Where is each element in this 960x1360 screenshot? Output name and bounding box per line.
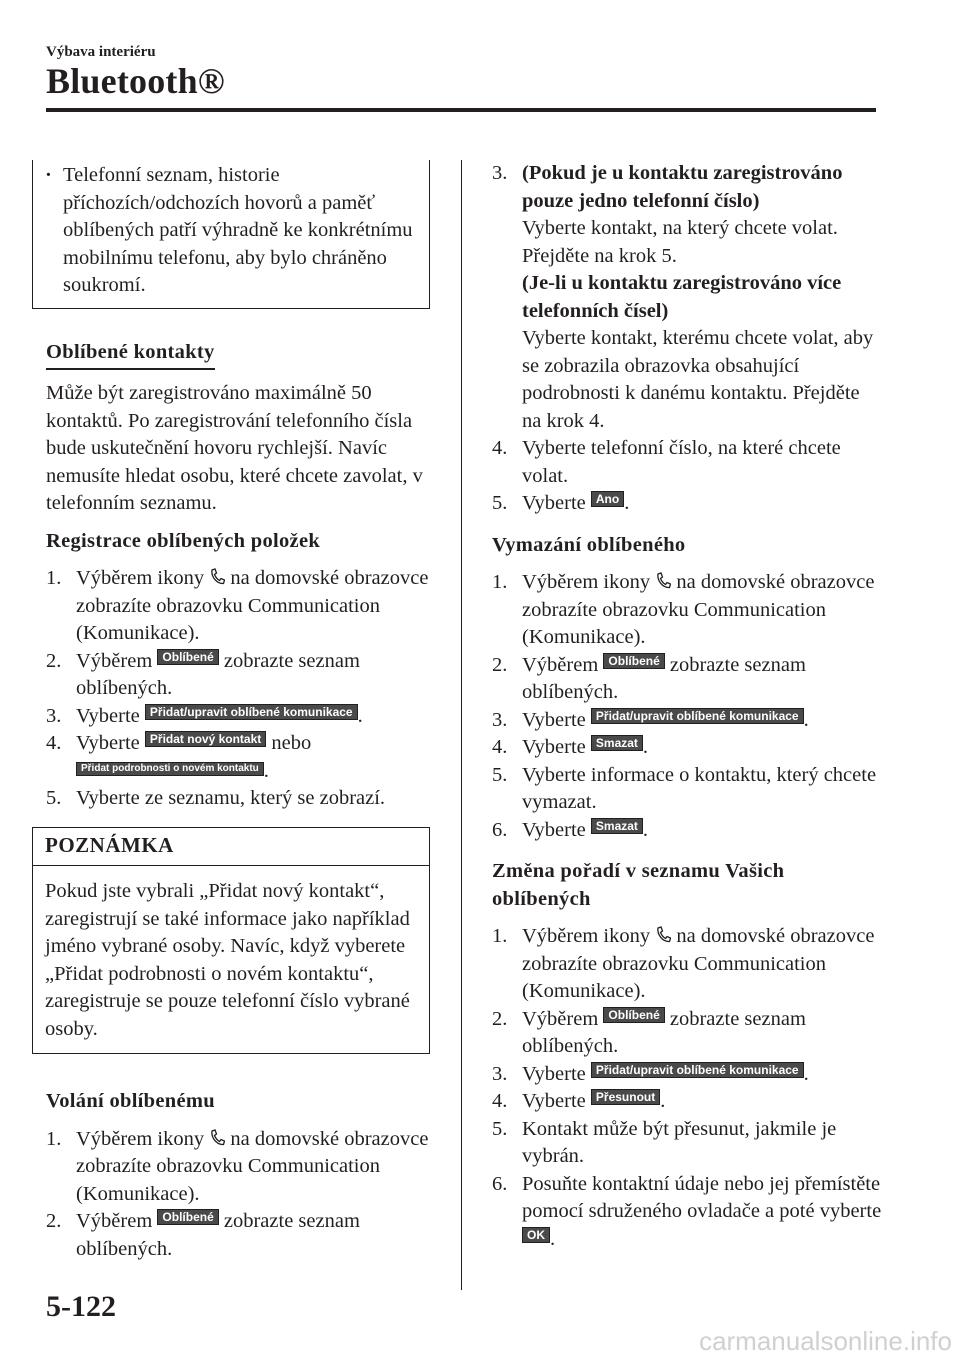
- note-text: Pokud jste vybrali „Přidat nový kontakt“, zaregistrují se také informace jako například jméno vybrané osoby. Navíc, když vyberete „Přidat podrobnosti o novém kontaktu“, zaregistruje se pouze telefonní číslo vybrané osoby.: [45, 880, 410, 1040]
- favorites-button: Oblíbené: [603, 653, 664, 669]
- list-item: 6. Vyberte Smazat .: [492, 818, 649, 841]
- list-item: 5. Kontakt může být přesunut, jakmile je vybrán.: [492, 1117, 837, 1167]
- bullet-dot: ·: [45, 164, 52, 186]
- list-item: 3. Vyberte Přidat/upravit oblíbené komunikace .: [492, 708, 809, 731]
- privacy-note-text: Telefonní seznam, historie příchozích/odchozích hovorů a paměť oblíbených patří výhradně ke konkrétnímu mobilnímu telefonu, aby bylo chráněno soukromí.: [63, 164, 413, 296]
- calling-steps-part2: [492, 160, 882, 518]
- list-item: 6. Posuňte kontaktní údaje nebo jej přemístěte pomocí sdruženého ovladače a poté vyberte OK .: [492, 1172, 882, 1250]
- list-item: 3. (Pokud je u kontaktu zaregistrováno pouze jedno telefonní číslo) Vyberte kontakt, na který chcete volat. Přejděte na krok 5. (Je-li u kontaktu zaregistrováno více telefonních čísel) Vyberte kontakt, kterému chcete volat, aby se zobrazila obrazovka obsahující podrobnosti k danému kontaktu. Přejděte na krok 4.: [492, 162, 874, 432]
- favorites-button: Oblíbené: [157, 649, 218, 665]
- watermark: carmanualsonline.info: [699, 1326, 952, 1356]
- add-edit-favorites-button: Přidat/upravit oblíbené komunikace: [145, 704, 358, 720]
- registration-steps: [46, 565, 434, 813]
- favorites-heading: Oblíbené kontakty: [46, 339, 215, 371]
- privacy-note-box: [32, 160, 430, 309]
- condition-multiple-numbers: (Je-li u kontaktu zaregistrováno více telefonních čísel): [522, 272, 842, 322]
- list-item: 1. Výběrem ikony na domovské obrazovce zobrazíte obrazovku Communication (Komunikace).: [46, 1127, 429, 1205]
- favorites-button: Oblíbené: [603, 1007, 664, 1023]
- deletion-steps: [492, 569, 882, 844]
- registration-heading: Registrace oblíbených položek: [46, 529, 321, 552]
- page-title: Bluetooth®: [46, 61, 225, 101]
- list-item: 5. Vyberte Ano .: [492, 492, 630, 514]
- list-item: 1. Výběrem ikony na domovské obrazovce zobrazíte obrazovku Communication (Komunikace).: [492, 571, 875, 648]
- delete-button: Smazat: [591, 818, 643, 834]
- phone-icon: [655, 572, 671, 590]
- favorites-button: Oblíbené: [157, 1209, 218, 1225]
- reorder-heading: Změna pořadí v seznamu Vašich oblíbených: [492, 860, 785, 910]
- add-edit-favorites-button: Přidat/upravit oblíbené komunikace: [591, 1062, 804, 1078]
- calling-steps-part1: [46, 1126, 434, 1264]
- reorder-steps: [492, 923, 882, 1253]
- header-rule: [46, 108, 876, 112]
- move-button: Přesunout: [591, 1089, 660, 1105]
- list-item: 3. Vyberte Přidat/upravit oblíbené komunikace .: [492, 1062, 809, 1085]
- calling-heading: Volání oblíbenému: [46, 1090, 215, 1112]
- add-edit-favorites-button: Přidat/upravit oblíbené komunikace: [591, 708, 804, 724]
- deletion-heading: Vymazání oblíbeného: [492, 533, 686, 556]
- page-number: 5-122: [46, 1290, 116, 1323]
- phone-icon: [209, 1129, 225, 1147]
- list-item: 2. Výběrem Oblíbené zobrazte seznam oblíbených.: [492, 653, 806, 703]
- column-divider: [461, 160, 462, 1290]
- list-item: 2. Výběrem Oblíbené zobrazte seznam oblíbených.: [46, 649, 360, 699]
- note-box: [32, 827, 430, 1055]
- list-item: 5. Vyberte informace o kontaktu, který chcete vymazat.: [492, 763, 877, 813]
- ok-button: OK: [522, 1227, 550, 1243]
- phone-icon: [209, 568, 225, 586]
- list-item: 1. Výběrem ikony na domovské obrazovce zobrazíte obrazovku Communication (Komunikace).: [46, 567, 429, 644]
- list-item: 4. Vyberte telefonní číslo, na které chcete volat.: [492, 437, 841, 487]
- add-new-contact-button: Přidat nový kontakt: [145, 731, 266, 747]
- list-item: 1. Výběrem ikony na domovské obrazovce zobrazíte obrazovku Communication (Komunikace).: [492, 925, 875, 1002]
- list-item: 4. Vyberte Smazat .: [492, 736, 649, 758]
- note-title: POZNÁMKA: [33, 828, 429, 867]
- condition-single-number: (Pokud je u kontaktu zaregistrováno pouze jedno telefonní číslo): [522, 162, 843, 212]
- list-item: 2. Výběrem Oblíbené zobrazte seznam oblíbených.: [46, 1210, 360, 1260]
- yes-button: Ano: [591, 491, 624, 507]
- left-column: [46, 160, 434, 1263]
- list-item: 5. Vyberte ze seznamu, který se zobrazí.: [46, 787, 386, 809]
- add-contact-details-button: Přidat podrobnosti o novém kontaktu: [76, 762, 264, 776]
- list-item: 4. Vyberte Přidat nový kontakt nebo Přidat podrobnosti o novém kontaktu .: [46, 732, 312, 782]
- section-label: Výbava interiéru: [46, 44, 156, 60]
- delete-button: Smazat: [591, 735, 643, 751]
- list-item: 4. Vyberte Přesunout .: [492, 1090, 666, 1112]
- right-column: [492, 160, 882, 1253]
- list-item: 3. Vyberte Přidat/upravit oblíbené komunikace .: [46, 704, 363, 727]
- list-item: 2. Výběrem Oblíbené zobrazte seznam oblíbených.: [492, 1007, 806, 1057]
- favorites-intro: Může být zaregistrováno maximálně 50 kontaktů. Po zaregistrování telefonního čísla bude uskutečnění hovoru rychlejší. Navíc nemusíte hledat osobu, které chcete zavolat, v telefonním seznamu.: [46, 382, 423, 514]
- phone-icon: [655, 926, 671, 944]
